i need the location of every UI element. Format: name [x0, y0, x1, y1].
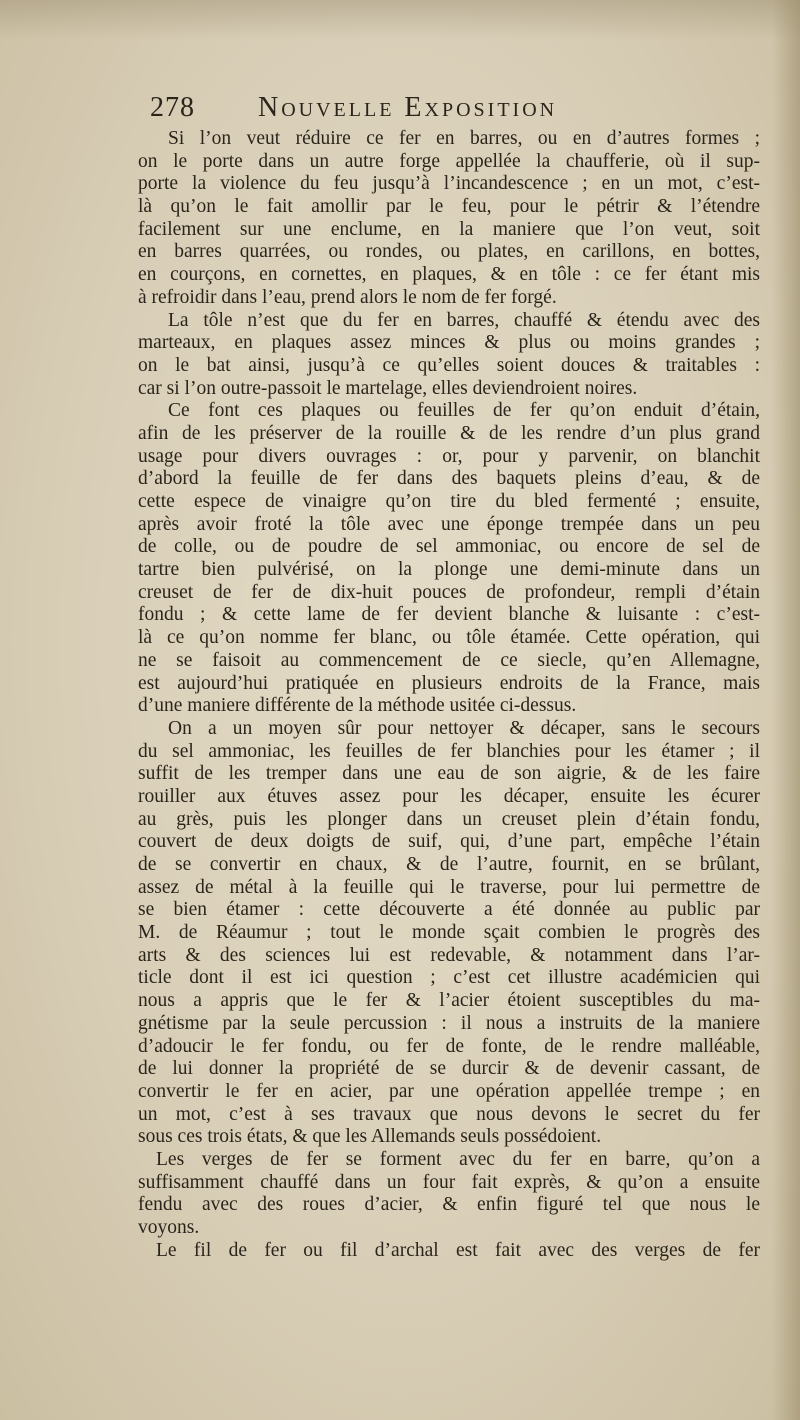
text-line: facilement sur une enclume, en la maniere que l’on veut, soit: [138, 218, 760, 240]
text-line: gnétisme par la seule percussion : il nous a instruits de la maniere: [138, 1012, 760, 1034]
text-line: ticle dont il est ici question ; c’est cet illustre académicien qui: [138, 967, 760, 989]
text-line: Les verges de fer se forment avec du fer en barre, qu’on a: [156, 1148, 760, 1170]
text-line: assez de métal à la feuille qui le traverse, pour lui permettre de: [138, 876, 760, 898]
running-head: [150, 92, 750, 128]
text-line: on le porte dans un autre forge appellée la chaufferie, où il sup-: [138, 150, 760, 172]
text-line: La tôle n’est que du fer en barres, chauffé & étendu avec des: [168, 309, 760, 331]
text-line: là qu’on le fait amollir par le feu, pour le pétrir & l’étendre: [138, 196, 760, 218]
text-line: d’une maniere différente de la méthode usitée ci-dessus.: [138, 695, 577, 717]
text-line: ne se faisoit au commencement de ce siecle, qu’en Allemagne,: [138, 649, 760, 671]
running-title: Nouvelle Exposition: [258, 92, 558, 123]
text-line: en barres quarrées, ou rondes, ou plates, en carillons, en bottes,: [138, 241, 760, 263]
text-line: à refroidir dans l’eau, prend alors le nom de fer forgé.: [138, 286, 557, 308]
text-line: un mot, c’est à ses travaux que nous devons le secret du fer: [138, 1103, 760, 1125]
text-line: du sel ammoniac, les feuilles de fer blanchies pour les étamer ; il: [138, 740, 760, 762]
text-line: tartre bien pulvérisé, on la plonge une demi-minute dans un: [138, 559, 760, 581]
text-line: après avoir froté la tôle avec une éponge trempée dans un peu: [138, 513, 760, 535]
text-line: voyons.: [138, 1217, 200, 1238]
text-line: nous a appris que le fer & l’acier étoient susceptibles du ma-: [138, 990, 760, 1012]
text-line: là ce qu’on nomme fer blanc, ou tôle étamée. Cette opération, qui: [138, 627, 760, 649]
text-line: usage pour divers ouvrages : or, pour y parvenir, on blanchit: [138, 445, 760, 467]
text-line: Si l’on veut réduire ce fer en barres, ou en d’autres formes ;: [168, 128, 760, 149]
page-number: 278: [150, 92, 195, 123]
text-line: porte la violence du feu jusqu’à l’incandescence ; en un mot, c’est-: [138, 173, 760, 195]
text-line: car si l’on outre-passoit le martelage, elles deviendroient noires.: [138, 377, 638, 399]
text-line: arts & des sciences lui est redevable, & notamment dans l’ar-: [138, 944, 760, 966]
text-line: se bien étamer : cette découverte a été donnée au public par: [138, 899, 760, 921]
text-line: est aujourd’hui pratiquée en plusieurs endroits de la France, mais: [138, 672, 760, 694]
text-line: convertir le fer en acier, par une opération appellée trempe ; en: [138, 1080, 760, 1102]
text-line: suffit de les tremper dans une eau de son aigrie, & de les faire: [138, 763, 760, 785]
text-line: marteaux, en plaques assez minces & plus ou moins grandes ;: [138, 332, 760, 354]
text-line: sous ces trois états, & que les Allemands seuls possédoient.: [138, 1126, 602, 1148]
text-line: creuset de fer de dix-huit pouces de profondeur, rempli d’étain: [138, 581, 760, 603]
text-line: fendu avec des roues d’acier, & enfin figuré tel que nous le: [138, 1194, 760, 1216]
page-shadow-right: [772, 0, 800, 1420]
text-line: On a un moyen sûr pour nettoyer & décaper, sans le secours: [168, 717, 760, 739]
text-line: couvert de deux doigts de suif, qui, d’une part, empêche l’étain: [138, 831, 760, 853]
text-line: fondu ; & cette lame de fer devient blanche & luisante : c’est-: [138, 604, 760, 626]
body-text: [138, 128, 760, 1262]
text-line: de se convertir en chaux, & de l’autre, fournit, en se brûlant,: [138, 854, 760, 875]
text-line: afin de les préserver de la rouille & de les rendre d’un plus grand: [138, 422, 760, 444]
text-line: au grès, puis les plonger dans un creuset plein d’étain fondu,: [138, 808, 760, 830]
text-line: suffisamment chauffé dans un four fait exprès, & qu’on a ensuite: [138, 1171, 760, 1193]
text-line: rouiller aux étuves assez pour les décaper, ensuite les écurer: [138, 785, 760, 807]
text-line: on le bat ainsi, jusqu’à ce qu’elles soient douces & traitables :: [138, 354, 760, 376]
page-shadow-top: [0, 0, 800, 40]
text-line: de colle, ou de poudre de sel ammoniac, ou encore de sel de: [138, 536, 760, 558]
text-line: de lui donner la propriété de se durcir & de devenir cassant, de: [138, 1058, 760, 1080]
text-line: Ce font ces plaques ou feuilles de fer qu’on enduit d’étain,: [168, 400, 760, 422]
text-line: M. de Réaumur ; tout le monde sçait combien le progrès des: [138, 922, 760, 944]
text-line: en courçons, en cornettes, en plaques, & en tôle : ce fer étant mis: [138, 264, 760, 286]
text-line: cette espece de vinaigre qu’on tire du bled fermenté ; ensuite,: [138, 491, 760, 512]
text-line: d’abord la feuille de fer dans des baquets pleins d’eau, & de: [138, 468, 760, 490]
text-line: d’adoucir le fer fondu, ou fer de fonte, de le rendre malléable,: [138, 1035, 760, 1057]
text-line: Le fil de fer ou fil d’archal est fait avec des verges de fer: [156, 1239, 760, 1261]
